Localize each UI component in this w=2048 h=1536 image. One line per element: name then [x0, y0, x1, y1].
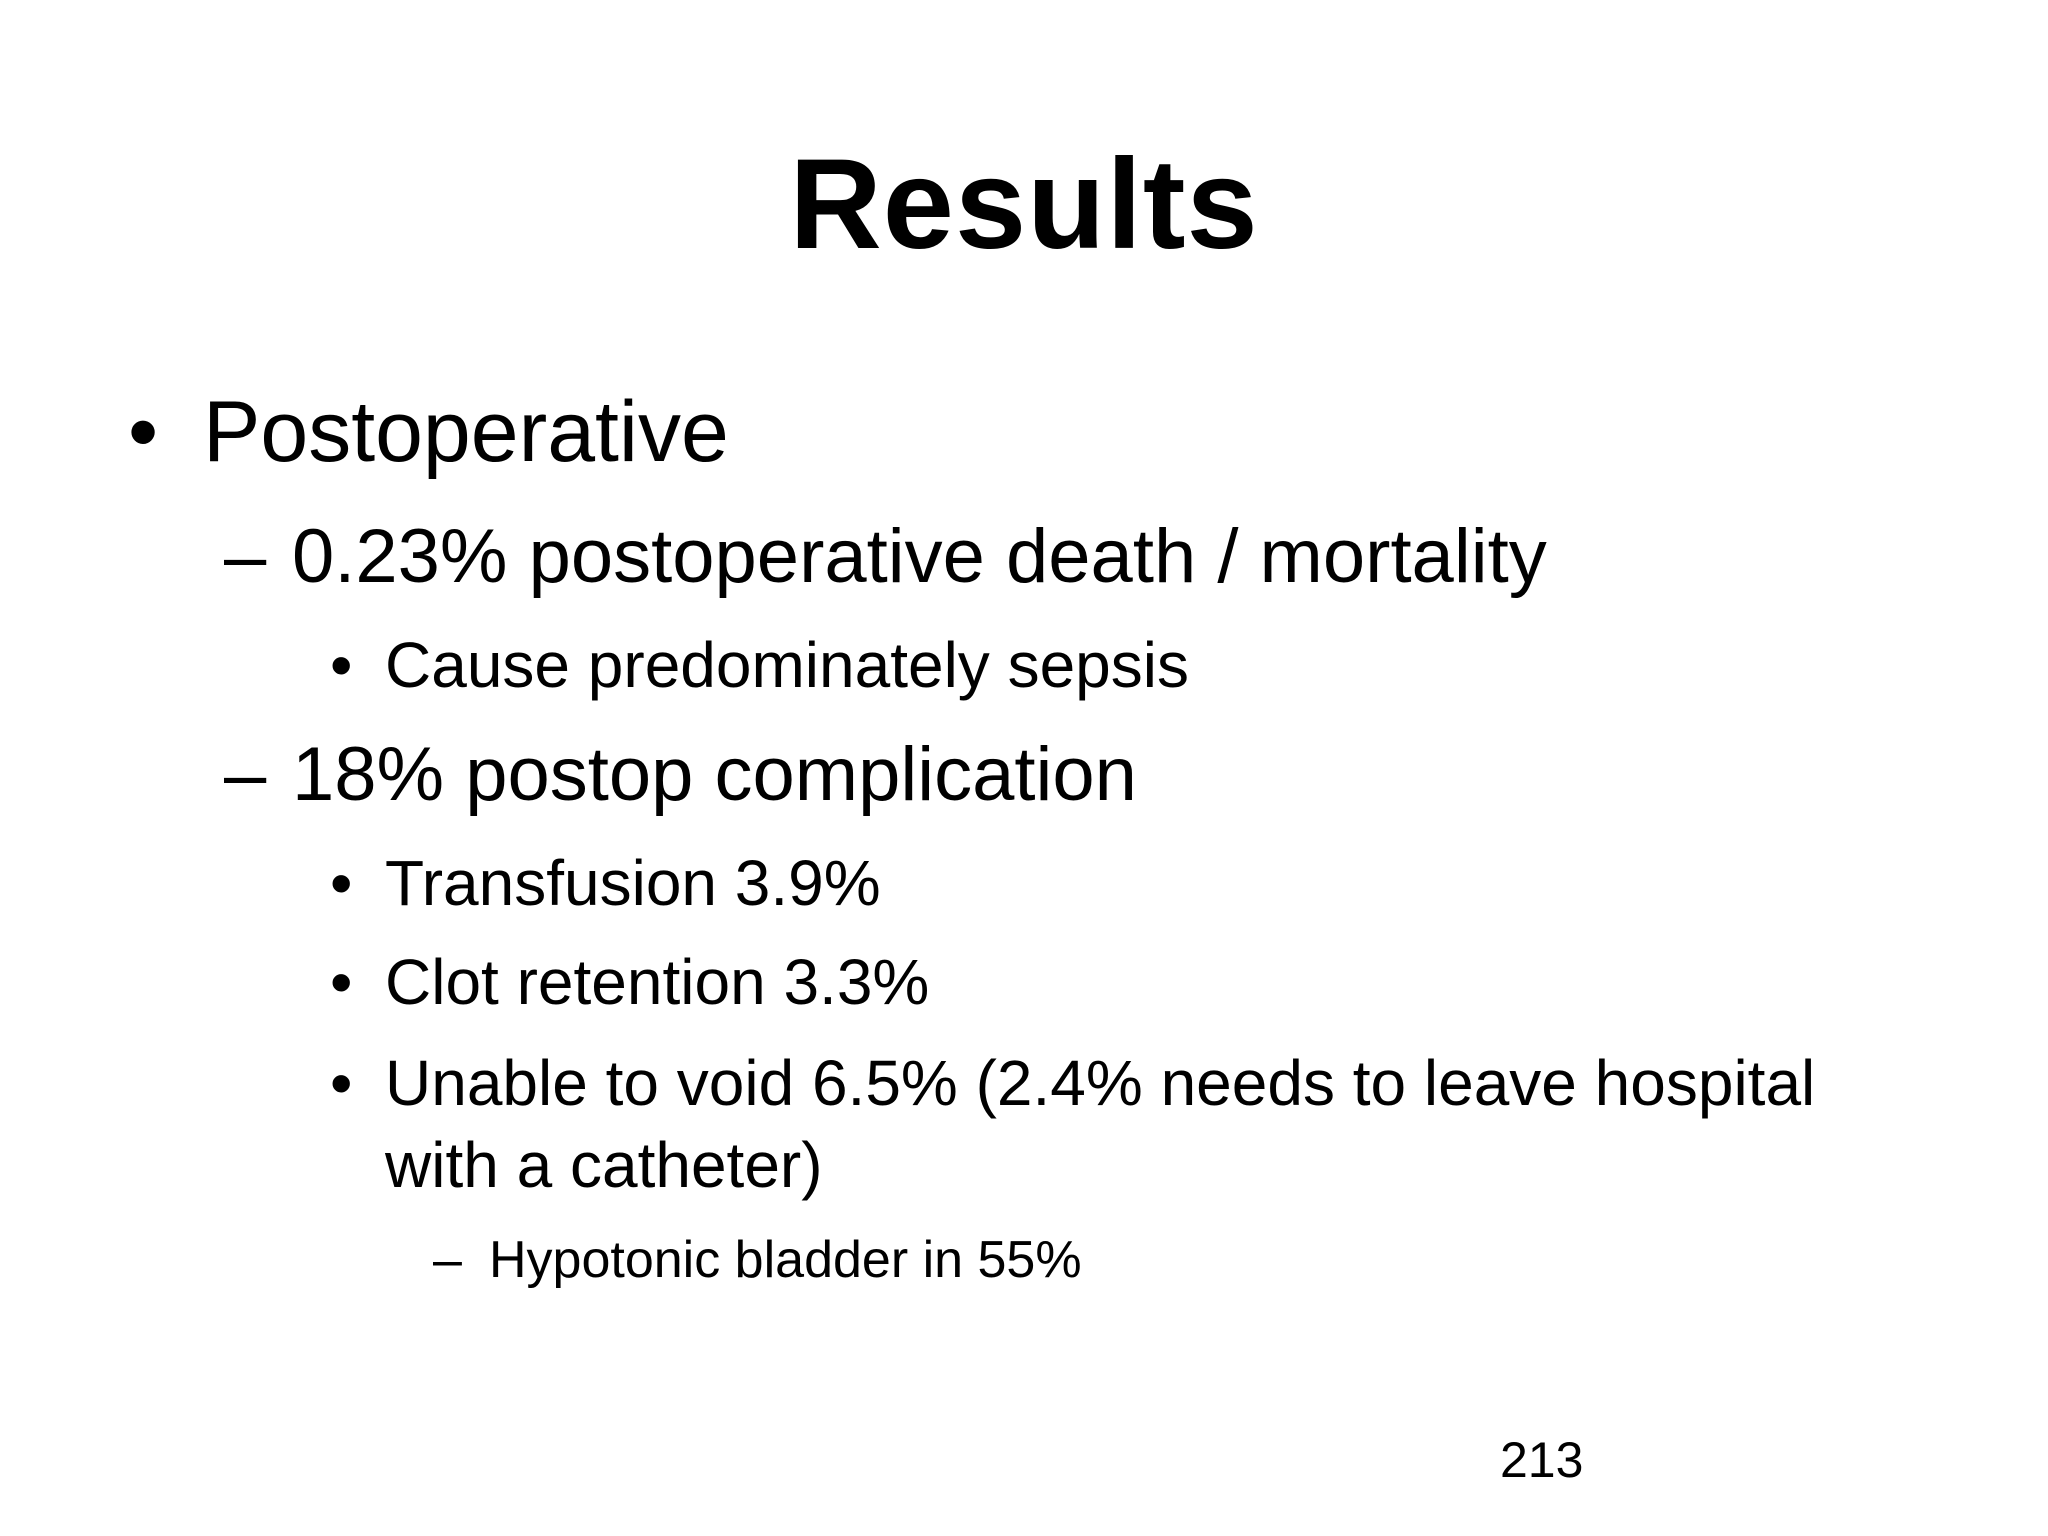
- bullet-icon: •: [128, 384, 159, 480]
- dash-icon: –: [224, 732, 267, 817]
- page-number: 213: [1500, 1432, 1584, 1488]
- bullet-complication: 18% postop complication: [292, 732, 1137, 817]
- slide-title: Results: [789, 133, 1259, 276]
- bullet-icon: •: [330, 946, 353, 1018]
- bullet-mortality-cause: Cause predominately sepsis: [385, 629, 1189, 701]
- bullet-transfusion: Transfusion 3.9%: [385, 847, 881, 919]
- bullet-unable-to-void: Unable to void 6.5% (2.4% needs to leave hospital: [385, 1047, 1816, 1119]
- bullet-icon: •: [330, 629, 353, 701]
- bullet-postoperative: Postoperative: [203, 384, 729, 480]
- bullet-mortality: 0.23% postoperative death / mortality: [292, 514, 1547, 599]
- bullet-unable-to-void-continuation: with a catheter): [385, 1129, 823, 1201]
- bullet-icon: •: [330, 847, 353, 919]
- dash-icon: –: [433, 1231, 462, 1289]
- bullet-clot-retention: Clot retention 3.3%: [385, 946, 930, 1018]
- bullet-hypotonic-bladder: Hypotonic bladder in 55%: [489, 1231, 1082, 1289]
- bullet-icon: •: [330, 1047, 353, 1119]
- dash-icon: –: [224, 514, 267, 599]
